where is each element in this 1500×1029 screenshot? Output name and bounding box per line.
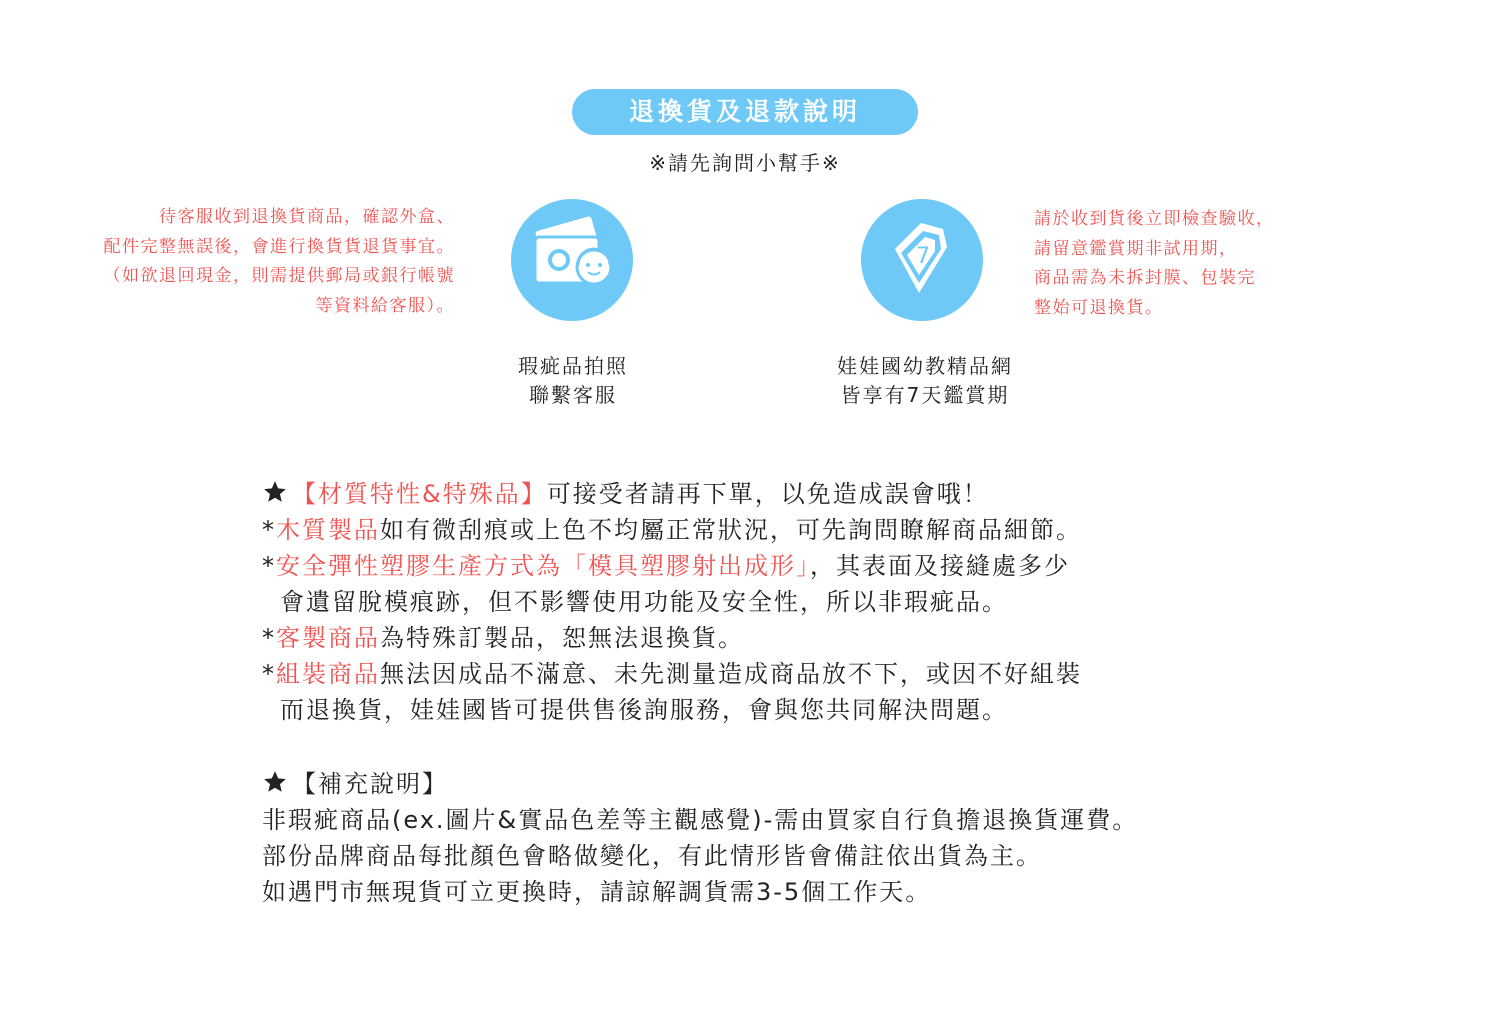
item-highlight: 安全彈性塑膠生產方式為「模具塑膠射出成形」 (276, 552, 810, 580)
right-note-line: 商品需為未拆封膜、包裝完 (1034, 268, 1256, 288)
item-highlight: 組裝商品 (276, 660, 380, 688)
right-note (1034, 205, 1474, 323)
section2-line: 部份品牌商品每批顏色會略做變化，有此情形皆會備註依出貨為主。 (262, 842, 1042, 870)
right-note-line: 請留意鑑賞期非試用期， (1034, 238, 1238, 259)
customer-service-icon (511, 199, 633, 321)
left-note-line: （如欲退回現金，則需提供郵局或銀行帳號 (103, 266, 455, 286)
item-text: 為特殊訂製品，恕無法退換貨。 (380, 624, 744, 652)
right-note-line: 請於收到貨後立即檢查驗收， (1034, 209, 1275, 229)
section2-line: 非瑕疵商品(ex.圖片&實品色差等主觀感覺)-需由買家自行負擔退換貨運費。 (262, 806, 1139, 834)
item-text: ，其表面及接縫處多少 (810, 552, 1070, 580)
star-icon (262, 769, 288, 795)
item-text: 如有微刮痕或上色不均屬正常狀況，可先詢問瞭解商品細節。 (380, 516, 1082, 544)
left-note-line: 待客服收到退換貨商品，確認外盒、 (159, 207, 455, 227)
seven-day-tag-icon (861, 199, 983, 321)
policy-details (262, 476, 1462, 910)
bullet: * (262, 660, 276, 688)
caption-line: 瑕疵品拍照 (518, 354, 628, 378)
page-subtitle: ※請先詢問小幫手※ (649, 151, 841, 175)
caption-line: 聯繫客服 (529, 383, 617, 407)
section1-heading-highlight: 【材質特性&特殊品】 (292, 480, 547, 508)
caption-line: 娃娃國幼教精品網 (837, 354, 1013, 378)
star-icon (262, 479, 288, 505)
right-icon-caption (810, 352, 1040, 410)
left-icon-caption (493, 352, 653, 410)
bullet: * (262, 552, 276, 580)
item-text: 無法因成品不滿意、未先測量造成商品放不下，或因不好組裝 (380, 660, 1082, 688)
list-item (262, 512, 1462, 548)
list-item (262, 656, 1462, 692)
item-highlight: 客製商品 (276, 624, 380, 652)
right-note-line: 整始可退換貨。 (1034, 297, 1164, 318)
list-item (262, 620, 1462, 656)
bullet: * (262, 516, 276, 544)
left-note-line: 配件完整無誤後，會進行換貨貨退貨事宜。 (103, 236, 455, 257)
section2-line: 如遇門市無現貨可立更換時，請諒解調貨需3-5個工作天。 (262, 878, 932, 906)
item-highlight: 木質製品 (276, 516, 380, 544)
list-item-continuation: 會遺留脫模痕跡，但不影響使用功能及安全性，所以非瑕疵品。 (280, 588, 1008, 616)
section1-heading-text: 可接受者請再下單，以免造成誤會哦！ (546, 480, 989, 508)
list-item (262, 548, 1462, 584)
section1-heading (262, 476, 1462, 512)
bullet: * (262, 624, 276, 652)
page-title-badge: 退換貨及退款說明 (572, 89, 918, 135)
section2-heading (262, 766, 1462, 802)
list-item-continuation: 而退換貨，娃娃國皆可提供售後詢服務，會與您共同解決問題。 (280, 696, 1008, 724)
caption-line: 皆享有7天鑑賞期 (840, 383, 1010, 407)
section2-heading-text: 【補充說明】 (292, 770, 448, 798)
tag-number: 7 (916, 244, 930, 269)
left-note (40, 203, 455, 321)
left-note-line: 等資料給客服）。 (315, 295, 455, 316)
